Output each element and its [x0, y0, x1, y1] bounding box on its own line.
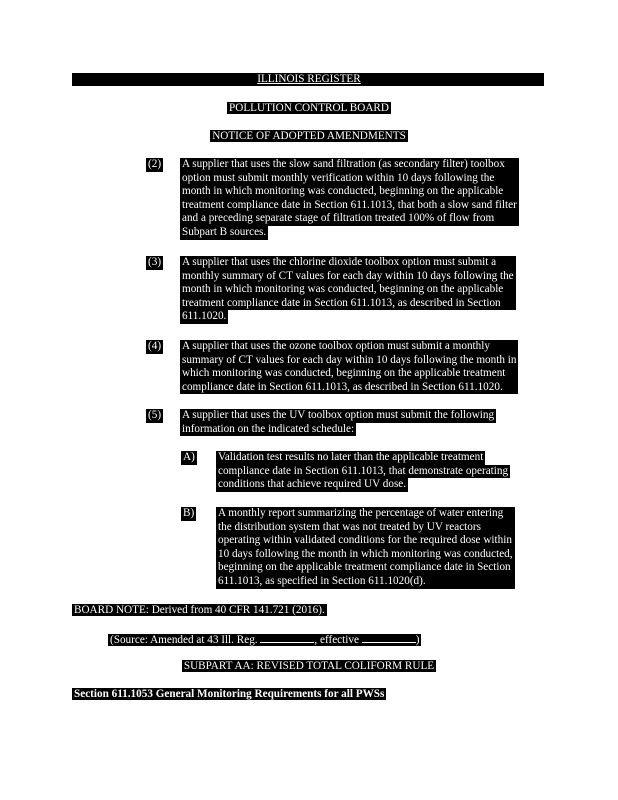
paragraph-line: A monthly report summarizing the percentage of water entering — [216, 507, 515, 521]
item-paragraph — [180, 158, 519, 240]
paragraph-line: conditions that achieve required UV dose. — [218, 478, 407, 491]
item-paragraph — [180, 409, 496, 436]
source-line — [108, 632, 421, 648]
paragraph-line: which monitoring was conducted, beginning on the applicable treatment — [180, 367, 518, 381]
subitem-number: B) — [183, 507, 195, 519]
source-prefix: (Source: Amended at 43 Ill. Reg. — [110, 634, 258, 646]
board-title — [0, 102, 618, 116]
board-title-text: POLLUTION CONTROL BOARD — [229, 102, 389, 114]
subitem-paragraph — [216, 507, 515, 589]
paragraph-line: information on the indicated schedule: — [182, 422, 355, 435]
paragraph-line: Subpart B sources. — [182, 225, 267, 238]
paragraph-line: monthly summary of CT values for each day within 10 days following the — [182, 269, 514, 282]
item-paragraph — [180, 340, 518, 394]
register-title: ILLINOIS REGISTER — [257, 73, 361, 85]
paragraph-line: the distribution system that was not treated by UV reactors — [216, 521, 515, 535]
paragraph-line: operating within validated conditions for the required dose within — [216, 534, 515, 548]
notice-title-text: NOTICE OF ADOPTED AMENDMENTS — [212, 130, 406, 142]
paragraph-line: A supplier that uses the slow sand filtration (as secondary filter) toolbox — [180, 158, 519, 172]
subpart-heading — [0, 660, 618, 674]
paragraph-line: compliance date in Section 611.1013, as described in Section 611.1020. — [180, 381, 518, 395]
paragraph-line: treatment compliance date in Section 611.1013, as described in Section — [180, 297, 516, 311]
date-blank — [362, 632, 416, 643]
paragraph-line: 611.1013, as specified in Section 611.1020(d). — [216, 575, 515, 589]
paragraph-line: option must submit monthly verification within 10 days following the — [180, 172, 519, 186]
source-suffix: ) — [415, 634, 420, 646]
paragraph-line: month in which monitoring was conducted, beginning on the applicable — [180, 283, 516, 297]
section-heading — [72, 688, 386, 702]
paragraph-line: summary of CT values for each day within 10 days following the month in — [182, 353, 517, 366]
paragraph-line: A supplier that uses the ozone toolbox option must submit a monthly — [180, 340, 518, 354]
paragraph-line: month in which monitoring was conducted, beginning on the applicable — [180, 185, 519, 199]
paragraph-line: compliance date in Section 611.1013, that demonstrate operating — [218, 464, 509, 477]
subitem-paragraph — [216, 451, 510, 492]
paragraph-line: A supplier that uses the chlorine dioxide toolbox option must submit a — [180, 256, 516, 270]
board-note — [72, 604, 327, 618]
paragraph-line: Validation test results no later than the applicable treatment — [218, 451, 484, 463]
reg-blank — [260, 632, 314, 643]
subpart-heading-text: SUBPART AA: REVISED TOTAL COLIFORM RULE — [183, 660, 435, 672]
paragraph-line: 611.1020. — [182, 310, 227, 323]
board-note-text: BOARD NOTE: Derived from 40 CFR 141.721 (2016). — [74, 604, 325, 616]
item-number: (2) — [148, 158, 162, 170]
paragraph-line: and a preceding separate stage of filtration treated 100% of flow from — [180, 212, 519, 226]
section-heading-text: Section 611.1053 General Monitoring Requirements for all PWSs — [74, 688, 385, 700]
paragraph-line: beginning on the applicable treatment compliance date in Section — [216, 561, 515, 575]
subitem-number: A) — [183, 451, 195, 463]
paragraph-line: A supplier that uses the UV toolbox option must submit the following — [182, 409, 495, 421]
paragraph-line: 10 days following the month in which monitoring was conducted, — [218, 547, 513, 560]
item-paragraph — [180, 256, 516, 324]
item-number: (5) — [148, 409, 162, 421]
item-number: (4) — [148, 340, 162, 352]
paragraph-line: treatment compliance date in Section 611.1013, that both a slow sand filter — [182, 198, 517, 211]
notice-title — [0, 130, 618, 144]
item-number: (3) — [148, 256, 162, 268]
source-middle: , effective — [314, 634, 359, 646]
